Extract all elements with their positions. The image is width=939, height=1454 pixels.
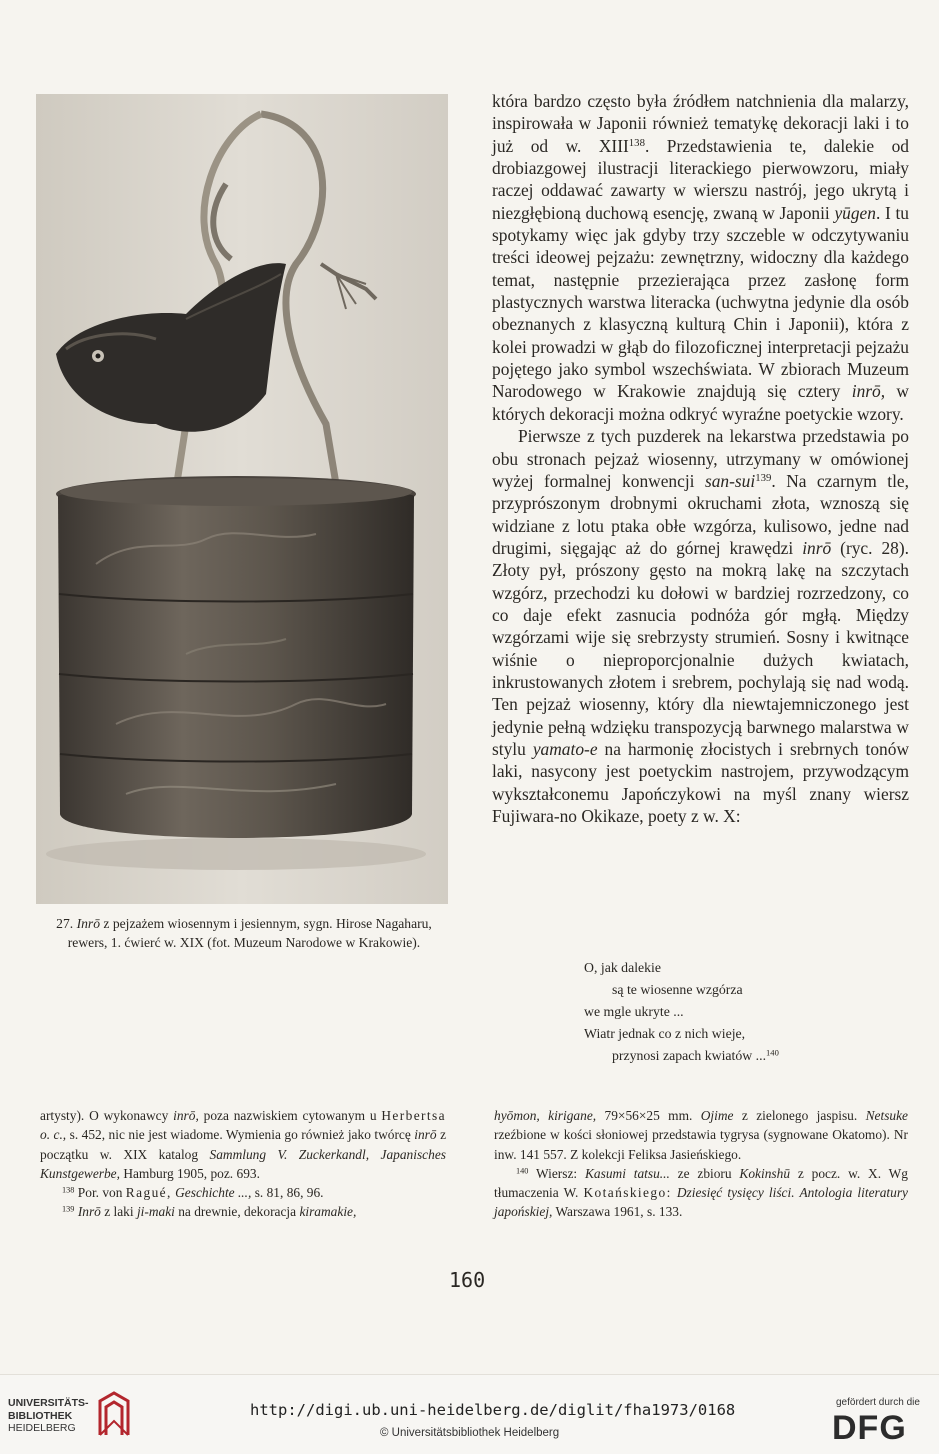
footnote-139-continuation: hyōmon, kirigane, 79×56×25 mm. Ojime z zielonego jaspisu. Netsuke rzeźbione w kości słoniowej przedstawia tygrysa (sygnowane Okatomo). Nr inw. 141 557. Z kolekcji Feliksa Jasieńskiego.	[494, 1108, 908, 1162]
footnote-138: $^{138}$ Por. von Ragué, Geschichte ..., s. 81, 86, 96.	[62, 1185, 324, 1201]
caption-text: z pejzażem wiosennym i jesiennym, sygn. Hirose Nagaharu, rewers, 1. ćwierć w. XIX (fot. Muzeum Narodowe w Krakowie).	[67, 916, 432, 950]
footnote-139: $^{139}$ Inrō z laki ji-maki na drewnie, dekoracja kiramakie,	[62, 1204, 357, 1220]
copyright-notice: © Universitätsbibliothek Heidelberg	[380, 1427, 560, 1439]
caption-term: Inrō	[76, 916, 100, 931]
dfg-logo[interactable]: DFG	[832, 1409, 907, 1447]
poem-line: O, jak dalekie	[584, 960, 662, 975]
figure-number: 27.	[56, 916, 74, 931]
poem-line: przynosi zapach kwiatów ...$^{140}$	[612, 1047, 779, 1063]
footnote-ref-140: 140	[766, 1047, 779, 1058]
poem-line: we mgle ukryte ...	[584, 1004, 684, 1019]
paragraph-2: Pierwsze z tych puzderek na lekarstwa przedstawia po obu stronach pejzaż wiosenny, utrzymany w omówionej wyżej formalnej konwencji san-sui$^{139}$. Na czarnym tle, przyprószonym drobnymi okruchami złota, wznoszą się widziane z lotu ptaka obłe wzgórza, kulisowo, jedne nad drugimi, sięgając aż do górnej krawędzi inrō (ryc. 28). Złoty pył, prószony gęsto na mokrą lakę na szczytach wzgórz, przechodzi ku dołowi w bardziej rozrzedzony, co co daje efekt zasnucia podnóża gór mgłą. Między wzgórzami wije się srebrzysty strumień. Sosny i kwitnące wiśnie o nieproporcjonalnie dużych kwiatach, inkrustowanych złotem i srebrem, pochylają się nad wodą. Ten pejzaż wiosenny, który dla niewtajemniczonego jest jedynie pełną wdzięku transpozycją barwnego malarstwa w stylu yamato-e na harmonię złocistych i srebrnych tonów laki, nasycony jest poetyckim nastrojem, przywodzącym wykształconemu Japończykowi na myśl znany wiersz Fujiwara-no Okikaze, poety z w. X:	[492, 426, 910, 826]
source-url-link[interactable]: http://digi.ub.uni-heidelberg.de/diglit/fha1973/0168	[250, 1401, 736, 1419]
dfg-label: gefördert durch die	[836, 1397, 920, 1408]
footnotes-left	[40, 1106, 446, 1222]
poem	[582, 957, 912, 1067]
library-logo[interactable]: UNIVERSITÄTS- BIBLIOTHEK HEIDELBERG	[8, 1397, 89, 1434]
footnote-ref-139: 139	[755, 471, 772, 484]
paragraph-1: która bardzo często była źródłem natchnienia dla malarzy, inspirowała w Japonii również tematykę dekoracji laki i to już od w. XIII$^{138}$. Przedstawienia te, dalekie od drobiazgowej ilustracji literackiego pierwowzoru, miały raczej oddawać zawarty w wierszu nastrój, jego ukrytą i niezgłębioną duchową esencję, zwaną w Japonii yūgen. I tu spotykamy więc jak gdyby trzy szczeble w odczytywaniu treści ideowej pejzażu: zewnętrzny, widoczny dla każdego temat, następnie przezierająca przez zasłonę form plastycznych warstwa literacka (uchwytna jedynie dla osób obeznanych z klasyczną kulturą Chin i Japonii), która z kolei prowadzi w głąb do filozoficznej interpretacji pejzażu pojętego jako symbol wszechświata. W zbiorach Muzeum Narodowego w Krakowie znajdują się cztery inrō, w których dekoracji można odkryć wyraźne poetyckie wzory.	[492, 91, 909, 424]
poem-line: Wiatr jednak co z nich wieje,	[584, 1026, 746, 1041]
footnote-ref-138: 138	[628, 136, 645, 149]
footnote-continuation: artysty). O wykonawcy inrō, poza nazwiskiem cytowanym u Herbertsa o. c., s. 452, nic nie jest wiadome. Wymienia go również jako twórcę inrō z początku w. XIX katalog Sammlung V. Zuckerkandl, Japanisches Kunstgewerbe, Hamburg 1905, poz. 693.	[40, 1108, 447, 1181]
inro-image	[36, 94, 448, 904]
footnotes-right	[494, 1106, 908, 1222]
library-emblem-icon	[96, 1391, 132, 1437]
footer-bar	[0, 1374, 939, 1454]
main-text	[492, 90, 909, 827]
poem-line: są te wiosenne wzgórza	[612, 982, 743, 997]
footnote-140: $^{140}$ Wiersz: Kasumi tatsu... ze zbioru Kokinshū z pocz. w. X. Wg tłumaczenia W. Kotańskiego: Dziesięć tysięcy liści. Antologia literatury japońskiej, Warszawa 1961, s. 133.	[494, 1165, 908, 1220]
figure-caption	[40, 914, 448, 952]
inro-photograph	[36, 94, 448, 904]
page-number: 160	[449, 1268, 486, 1292]
